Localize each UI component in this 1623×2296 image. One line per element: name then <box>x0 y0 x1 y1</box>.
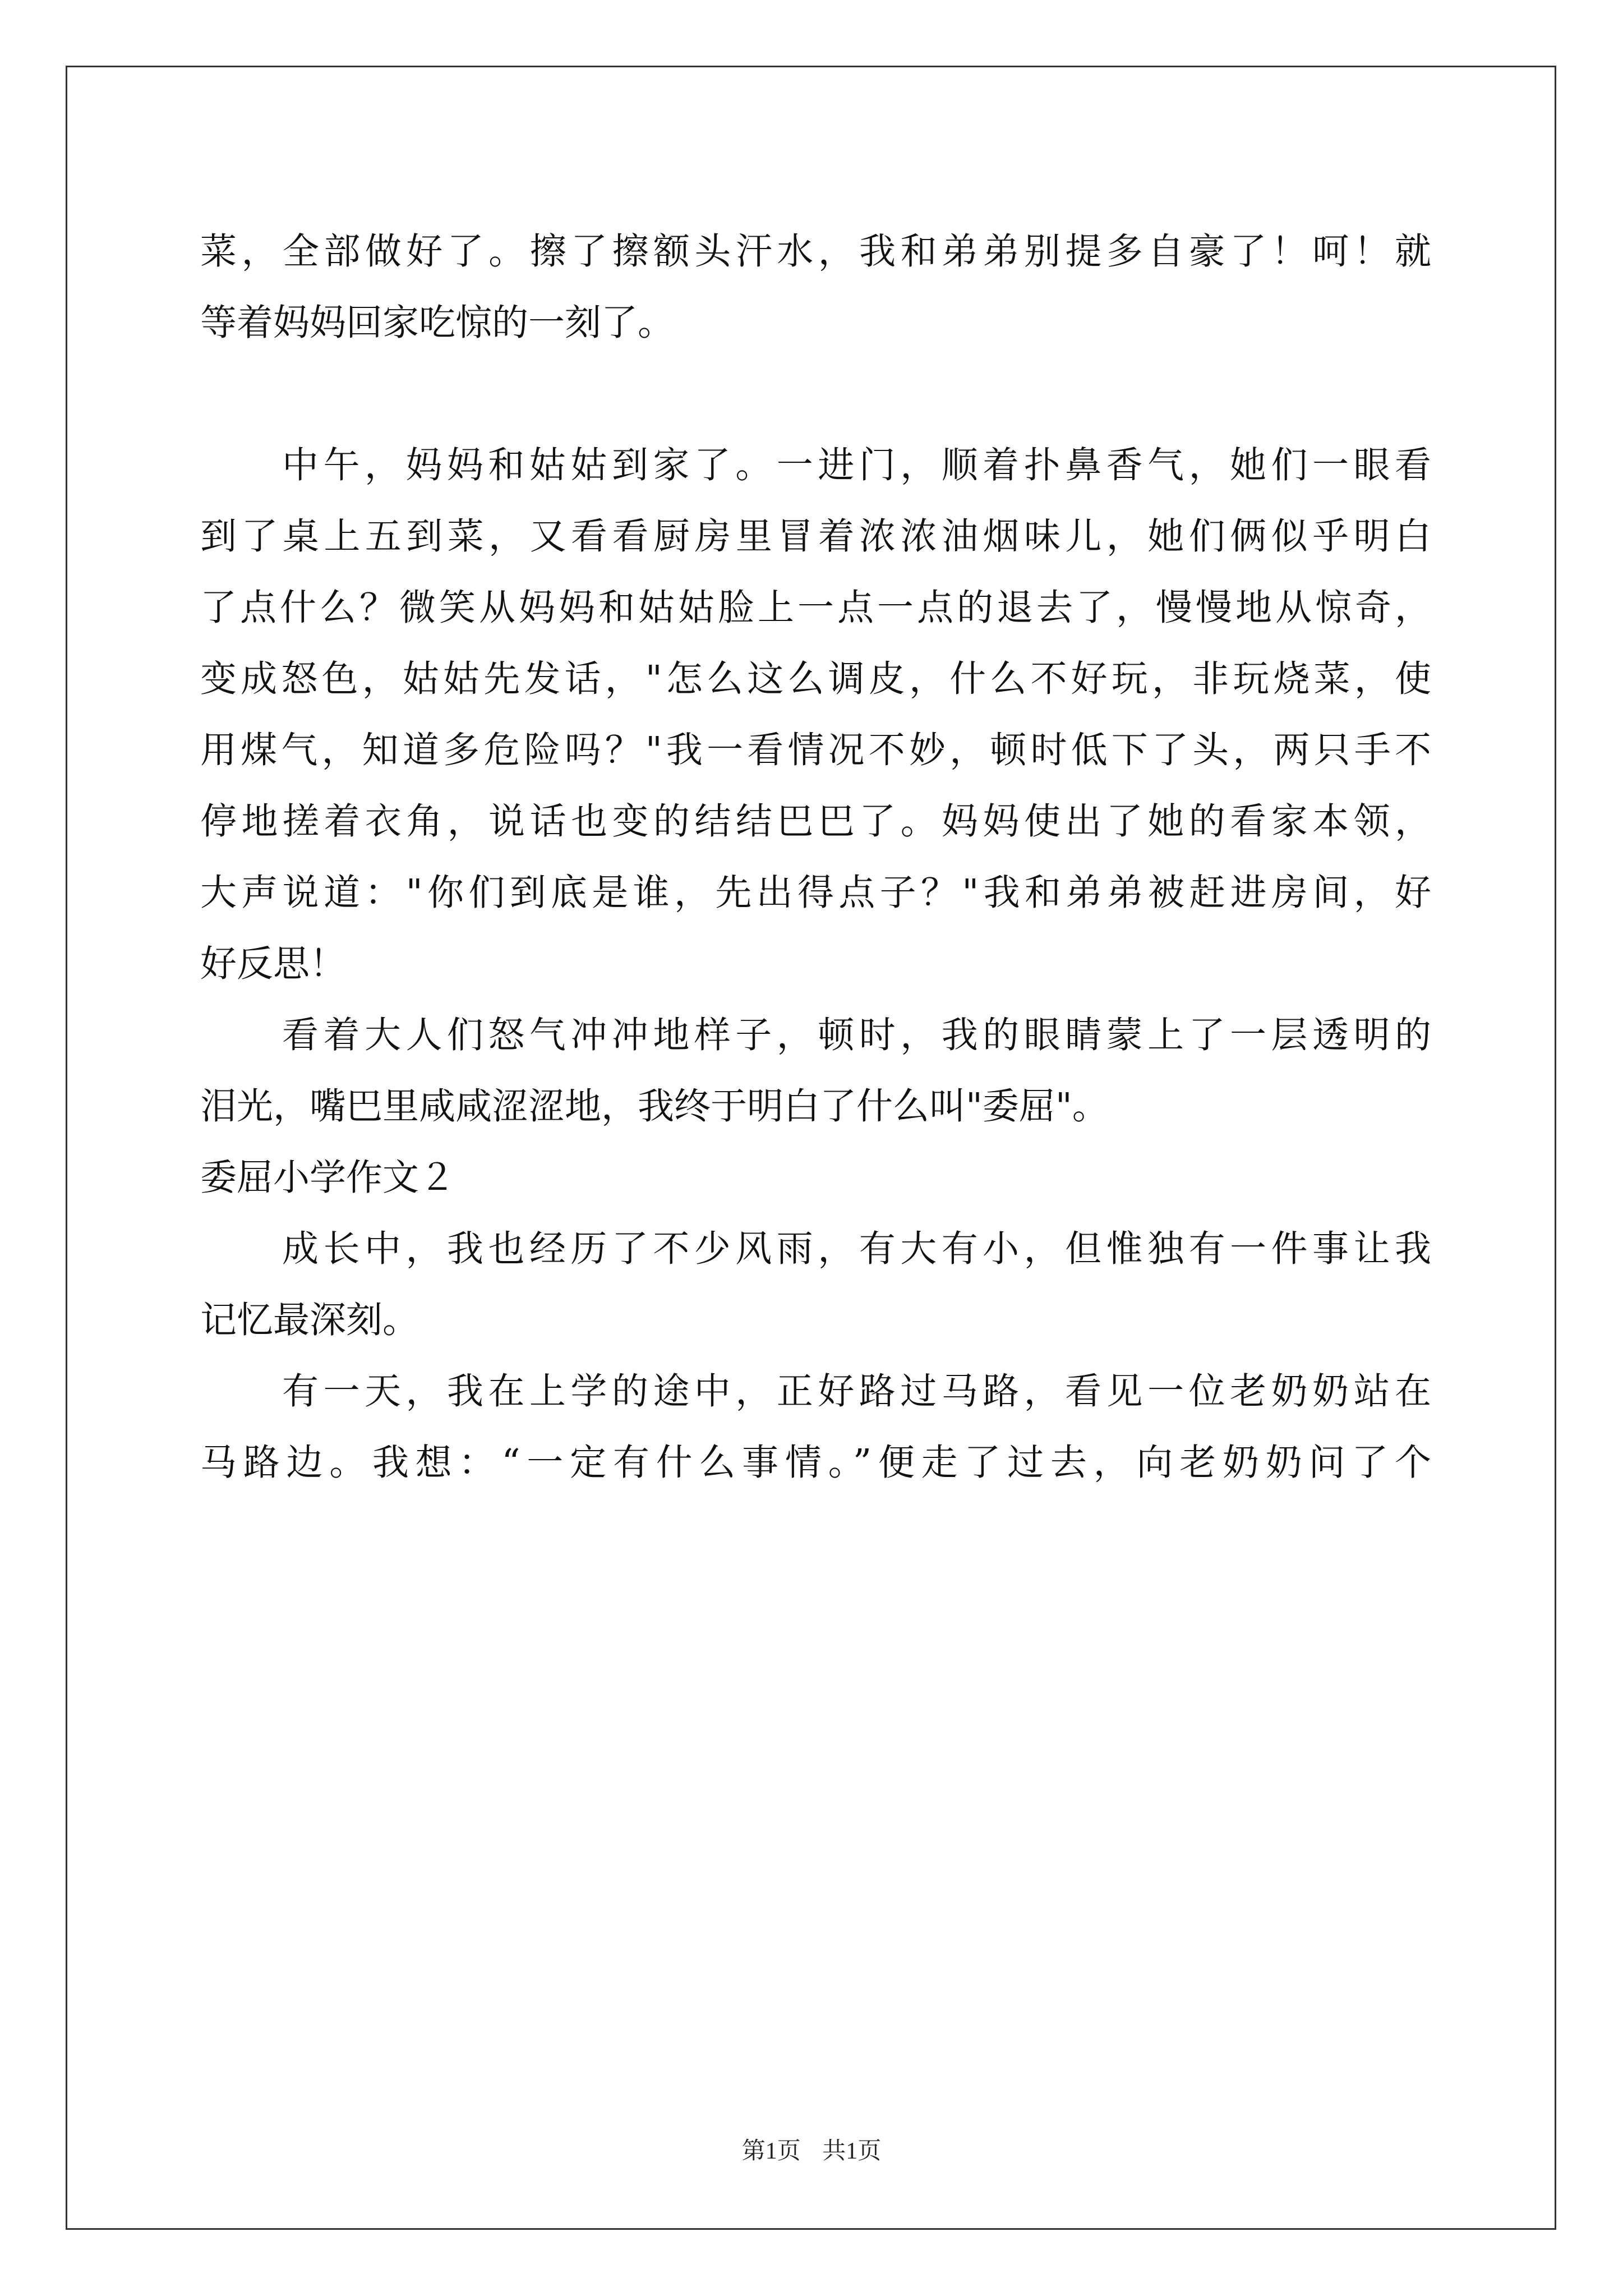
page-total: 共1页 <box>822 2138 882 2164</box>
text-line: 到了桌上五到菜，又看看厨房里冒着浓浓油烟味儿，她们俩似乎明白 <box>200 516 1431 558</box>
text-line: 看着大人们怒气冲冲地样子，顿时，我的眼睛蒙上了一层透明的 <box>282 1014 1431 1056</box>
page-border <box>66 66 1556 2230</box>
text-line: 大声说道："你们到底是谁，先出得点子？"我和弟弟被赶进房间，好 <box>200 872 1431 914</box>
page-footer <box>0 2134 1623 2168</box>
text-line: 变成怒色，姑姑先发话，"怎么这么调皮，什么不好玩，非玩烧菜，使 <box>200 658 1431 700</box>
text-line: 等着妈妈回家吃惊的一刻了。 <box>200 302 675 344</box>
text-line: 成长中，我也经历了不少风雨，有大有小，但惟独有一件事让我 <box>282 1228 1431 1270</box>
text-line: 泪光，嘴巴里咸咸涩涩地，我终于明白了什么叫"委屈"。 <box>200 1085 1109 1128</box>
text-line: 了点什么？微笑从妈妈和姑姑脸上一点一点的退去了，慢慢地从惊奇， <box>200 587 1431 629</box>
text-line: 菜，全部做好了。擦了擦额头汗水，我和弟弟别提多自豪了！呵！就 <box>200 231 1431 273</box>
text-line: 马路边。我想：“一定有什么事情。”便走了过去，向老奶奶问了个 <box>200 1442 1431 1484</box>
text-line: 用煤气，知道多危险吗？"我一看情况不妙，顿时低下了头，两只手不 <box>200 729 1431 771</box>
text-line: 停地搓着衣角，说话也变的结结巴巴了。妈妈使出了她的看家本领， <box>200 800 1431 843</box>
text-line: 中午，妈妈和姑姑到家了。一进门，顺着扑鼻香气，她们一眼看 <box>282 444 1431 486</box>
text-line: 有一天，我在上学的途中，正好路过马路，看见一位老奶奶站在 <box>282 1370 1431 1412</box>
text-line: 记忆最深刻。 <box>200 1299 419 1341</box>
section-heading: 委屈小学作文２ <box>200 1157 456 1199</box>
text-line: 好反思！ <box>200 943 347 985</box>
page-number: 第1页 <box>741 2138 801 2164</box>
